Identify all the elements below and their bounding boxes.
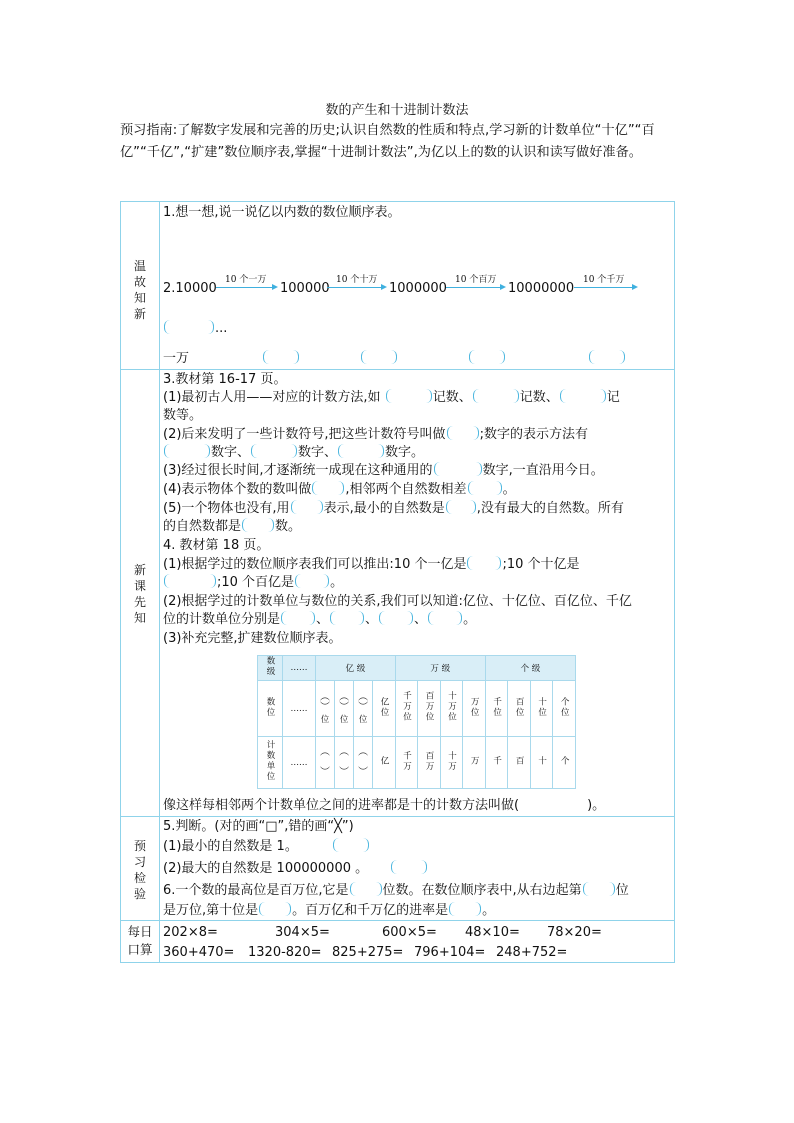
column-divider bbox=[159, 202, 160, 962]
unit-yi: 亿 bbox=[373, 737, 396, 789]
calc-8: 825+275= bbox=[332, 945, 404, 960]
answer-blank[interactable] bbox=[164, 444, 210, 458]
arrow-label-1: 10 个一万 bbox=[225, 275, 267, 285]
pos-qianwan: 千万位 bbox=[395, 681, 418, 737]
answer-blank[interactable] bbox=[281, 611, 315, 625]
calc-6: 360+470= bbox=[163, 945, 235, 960]
pos-shi: 十位 bbox=[530, 681, 553, 737]
pos-yi: 亿位 bbox=[373, 681, 396, 737]
calc-2: 304×5= bbox=[275, 925, 330, 940]
unit-blank-1[interactable] bbox=[263, 350, 299, 364]
answer-blank[interactable] bbox=[251, 444, 297, 458]
pos-bai: 百位 bbox=[508, 681, 531, 737]
judge-blank-2[interactable] bbox=[391, 860, 427, 874]
answer-blank[interactable] bbox=[242, 518, 274, 532]
answer-blank[interactable] bbox=[583, 882, 615, 896]
calc-1: 202×8= bbox=[163, 925, 218, 940]
answer-blank[interactable] bbox=[467, 556, 501, 570]
pos-blank-2[interactable]: ︵ ︶ 位 bbox=[335, 681, 354, 737]
section-daily-label: 每日口算 bbox=[127, 924, 153, 957]
dots-cell: …… bbox=[283, 737, 316, 789]
row-label-unit: 计数单位 bbox=[258, 737, 283, 789]
pos-ge: 个位 bbox=[553, 681, 576, 737]
q4-2-line: (2)根据学过的计数单位与数位的关系,我们可以知道:亿位、十亿位、百亿位、千亿 bbox=[163, 594, 632, 609]
review-q1: 1.想一想,说一说亿以内数的数位顺序表。 bbox=[163, 205, 401, 220]
calc-4: 48×10= bbox=[465, 925, 520, 940]
calc-10: 248+752= bbox=[496, 945, 568, 960]
unit-blank-1[interactable]: ︵ ︶ bbox=[316, 737, 335, 789]
arrow-label-3: 10 个百万 bbox=[455, 275, 497, 285]
q3-1-line: (1)最初古人用——对应的计数方法,如 记数、 记数、 记 bbox=[163, 390, 620, 405]
q2-prefix: 2. bbox=[163, 281, 176, 296]
answer-blank[interactable] bbox=[449, 902, 481, 916]
new-q4: 4. 教材第 18 页。 bbox=[163, 538, 270, 553]
answer-blank[interactable] bbox=[386, 389, 432, 403]
pos-wan: 万位 bbox=[463, 681, 486, 737]
review-q2 bbox=[163, 280, 217, 298]
q3-2-cont: 数字、 数字、 数字。 bbox=[163, 444, 424, 462]
th-level: 数级 bbox=[258, 656, 283, 681]
arrow-2 bbox=[327, 287, 385, 288]
unit-baiwan: 百万 bbox=[418, 737, 441, 789]
answer-blank[interactable] bbox=[312, 481, 344, 495]
arrow-label-2: 10 个十万 bbox=[336, 275, 378, 285]
number-10000: 10000 bbox=[175, 281, 217, 296]
row-divider bbox=[121, 816, 674, 817]
number-10000000: 10000000 bbox=[508, 281, 575, 296]
arrow-1 bbox=[216, 287, 276, 288]
page-title: 数的产生和十进制计数法 bbox=[325, 103, 469, 118]
q6-line: 6.一个数的最高位是百万位,它是 位数。在数位顺序表中,从右边起第 位 bbox=[163, 883, 629, 898]
pos-shiwan: 十万位 bbox=[440, 681, 463, 737]
arrow-4 bbox=[574, 287, 636, 288]
unit-ge: 个 bbox=[553, 737, 576, 789]
q4-1-line: (1)根据学过的数位顺序表我们可以推出:10 个一亿是 ;10 个十亿是 bbox=[163, 557, 580, 572]
unit-shi: 十 bbox=[530, 737, 553, 789]
arrow-label-4: 10 个千万 bbox=[583, 275, 625, 285]
units-first: 一万 bbox=[163, 351, 190, 366]
q3-3-line: (3)经过很长时间,才逐渐统一成现在这种通用的 数字,一直沿用今日。 bbox=[163, 463, 604, 478]
pos-blank-1[interactable]: ︵ ︶ 位 bbox=[316, 681, 335, 737]
answer-blank[interactable] bbox=[434, 462, 482, 476]
answer-blank[interactable] bbox=[428, 611, 462, 625]
answer-blank[interactable] bbox=[164, 320, 214, 334]
q3-1-cont: 数等。 bbox=[163, 408, 203, 423]
row-divider bbox=[121, 920, 674, 921]
unit-qianwan: 千万 bbox=[395, 737, 418, 789]
q4-1-cont: ;10 个百亿是 。 bbox=[163, 574, 343, 592]
q3-2-line: (2)后来发明了一些计数符号,把这些计数符号叫做 ;数字的表示方法有 bbox=[163, 427, 588, 442]
calc-7: 1320-820= bbox=[248, 945, 322, 960]
q4-4-line: 像这样每相邻两个计数单位之间的进率都是十的计数方法叫做( )。 bbox=[163, 798, 606, 813]
unit-blank-2[interactable] bbox=[361, 350, 397, 364]
q3-5-line: (5)一个物体也没有,用 表示,最小的自然数是 ,没有最大的自然数。所有 bbox=[163, 501, 624, 516]
row-label-position: 数位 bbox=[258, 681, 283, 737]
unit-shiwan: 十万 bbox=[440, 737, 463, 789]
unit-blank-2[interactable]: ︵ ︶ bbox=[335, 737, 354, 789]
q6-cont: 是万位,第十位是 。百万亿和千万亿的进率是 。 bbox=[163, 903, 496, 918]
pos-baiwan: 百万位 bbox=[418, 681, 441, 737]
dots-cell: …… bbox=[283, 681, 316, 737]
calc-5: 78×20= bbox=[547, 925, 602, 940]
q4-2-cont: 位的计数单位分别是 、 、 、 。 bbox=[163, 612, 477, 627]
number-1000000: 1000000 bbox=[389, 281, 447, 296]
place-value-table bbox=[257, 655, 576, 789]
answer-blank[interactable] bbox=[259, 902, 291, 916]
th-ge-level: 个 级 bbox=[485, 656, 575, 681]
answer-blank[interactable] bbox=[338, 444, 384, 458]
answer-blank[interactable] bbox=[446, 500, 476, 514]
answer-blank[interactable] bbox=[447, 426, 479, 440]
next-number-blank: ... bbox=[163, 320, 227, 338]
calc-9: 796+104= bbox=[414, 945, 486, 960]
unit-blank-3[interactable]: ︵ ︶ bbox=[354, 737, 373, 789]
q3-5-cont: 的自然数都是 数。 bbox=[163, 519, 302, 534]
preview-guide: 预习指南:了解数字发展和完善的历史;认识自然数的性质和特点,学习新的计数单位“十亿”“百亿”“千亿”,“扩建”数位顺序表,掌握“十进制计数法”,为亿以上的数的认识和读写做好准备。 bbox=[120, 123, 655, 160]
answer-blank[interactable] bbox=[330, 611, 364, 625]
th-wan-level: 万 级 bbox=[395, 656, 485, 681]
section-check-label: 预习检验 bbox=[133, 839, 146, 901]
answer-blank[interactable] bbox=[164, 574, 216, 588]
section-new-label: 新课先知 bbox=[133, 563, 146, 625]
answer-blank[interactable] bbox=[295, 574, 329, 588]
q3-4-line: (4)表示物体个数的数叫做 ,相邻两个自然数相差 。 bbox=[163, 482, 516, 497]
answer-blank[interactable] bbox=[350, 882, 382, 896]
q4-3-line: (3)补充完整,扩建数位顺序表。 bbox=[163, 631, 342, 646]
answer-blank[interactable] bbox=[291, 500, 323, 514]
answer-blank[interactable] bbox=[560, 389, 606, 403]
calc-3: 600×5= bbox=[382, 925, 437, 940]
number-100000: 100000 bbox=[280, 281, 330, 296]
section-review-label: 温故知新 bbox=[133, 259, 146, 321]
arrow-3 bbox=[446, 287, 504, 288]
unit-bai: 百 bbox=[508, 737, 531, 789]
th-yi-level: 亿 级 bbox=[316, 656, 396, 681]
check-q5: 5.判断。(对的画“□”,错的画“╳”) bbox=[163, 819, 354, 834]
th-dots: …… bbox=[283, 656, 316, 681]
answer-blank[interactable] bbox=[468, 481, 502, 495]
answer-blank[interactable] bbox=[379, 611, 413, 625]
unit-blank-3[interactable] bbox=[469, 350, 505, 364]
unit-blank-4[interactable] bbox=[589, 350, 625, 364]
unit-qian: 千 bbox=[485, 737, 508, 789]
row-divider bbox=[121, 369, 674, 370]
unit-wan: 万 bbox=[463, 737, 486, 789]
pos-blank-3[interactable]: ︵ ︶ 位 bbox=[354, 681, 373, 737]
answer-blank[interactable] bbox=[473, 389, 519, 403]
pos-qian: 千位 bbox=[485, 681, 508, 737]
q5-1-line: (1)最小的自然数是 1。 bbox=[163, 839, 298, 854]
judge-blank-1[interactable] bbox=[333, 838, 369, 852]
q5-2-line: (2)最大的自然数是 100000000 。 bbox=[163, 861, 369, 876]
new-q3: 3.教材第 16-17 页。 bbox=[163, 372, 287, 387]
